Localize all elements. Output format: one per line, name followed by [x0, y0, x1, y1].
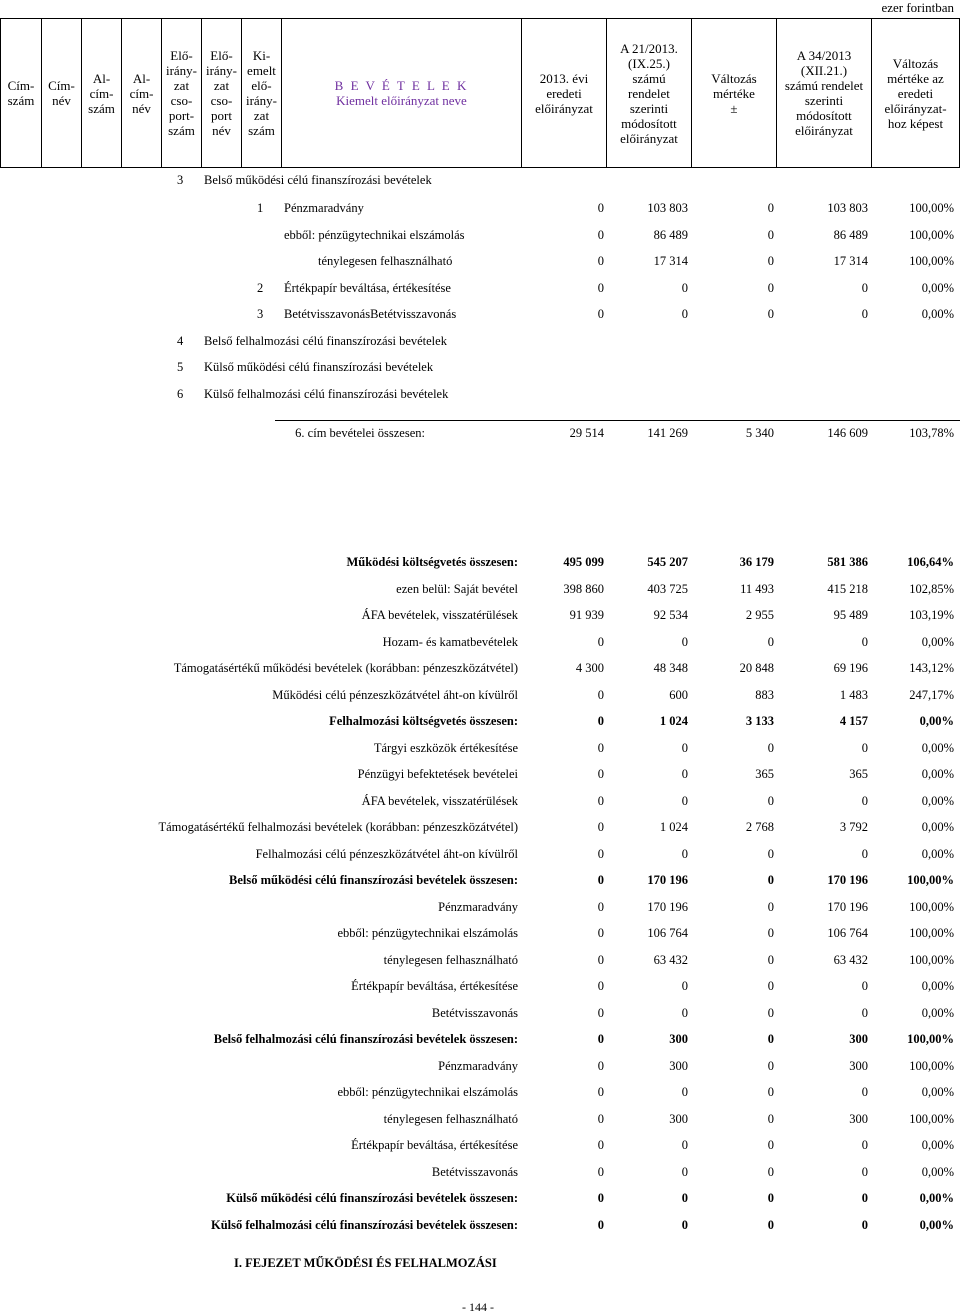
row-value: 0 [597, 228, 604, 242]
row-label: ebből: pénzügytechnikai elszámolás [284, 228, 465, 242]
summary-value: 0 [767, 793, 774, 808]
row-value: 86 489 [833, 228, 868, 242]
summary-value: 170 196 [647, 873, 688, 887]
row-value: 103 803 [647, 201, 688, 215]
table-row [0, 199, 960, 219]
summary-label: Betétvisszavonás [431, 1005, 518, 1020]
row-value: 0 [767, 281, 774, 295]
summary-value: 0,00% [919, 1191, 954, 1205]
summary-value: 403 725 [647, 581, 688, 596]
summary-value: 102,85% [909, 581, 954, 596]
summary-value: 600 [669, 687, 688, 702]
summary-value: 0 [597, 687, 604, 702]
summary-value: 0,00% [921, 820, 954, 834]
summary-label: Pénzmaradvány [438, 899, 518, 914]
summary-value: 415 218 [827, 581, 868, 596]
summary-value: 0,00% [919, 714, 954, 728]
row-value: 0 [767, 201, 774, 215]
summary-value: 300 [849, 1058, 868, 1073]
cim-total-row [0, 424, 960, 444]
summary-label: ebből: pénzügytechnikai elszámolás [337, 926, 518, 940]
cim-total-v3: 146 609 [827, 426, 868, 440]
summary-value: 0 [597, 952, 604, 967]
summary-label: Működési költségvetés összesen: [346, 555, 518, 569]
row-value: 0 [681, 307, 688, 321]
summary-row [0, 765, 960, 785]
summary-row [0, 659, 960, 679]
row-value: 100,00% [909, 201, 954, 215]
table-row [0, 332, 960, 352]
row-value: 103 803 [827, 201, 868, 215]
table-row [0, 252, 960, 272]
summary-value: 0,00% [921, 1164, 954, 1179]
summary-row [0, 845, 960, 865]
summary-value: 0 [767, 1032, 774, 1046]
table-row [0, 305, 960, 325]
summary-value: 0,00% [921, 1085, 954, 1099]
summary-value: 0 [597, 979, 604, 993]
summary-row [0, 712, 960, 732]
summary-label: ezen belül: Saját bevétel [396, 581, 518, 596]
summary-row [0, 1057, 960, 1077]
header-bevetelek-sub: Kiemelt előirányzat neve [336, 93, 467, 108]
table-row [0, 385, 960, 405]
cim-total-v0: 29 514 [569, 426, 604, 440]
row-label: Értékpapír beváltása, értékesítése [284, 281, 451, 295]
summary-value: 36 179 [739, 555, 774, 569]
summary-row [0, 871, 960, 891]
summary-value: 143,12% [909, 661, 954, 675]
summary-value: 0,00% [921, 979, 954, 993]
summary-row [0, 580, 960, 600]
row-label: Belső működési célú finanszírozási bevételek [204, 173, 432, 187]
row-label: Külső felhalmozási célú finanszírozási bevételek [204, 387, 449, 401]
row-value: 17 314 [653, 254, 688, 268]
summary-value: 0 [767, 1138, 774, 1152]
summary-value: 0 [597, 873, 604, 887]
summary-value: 63 432 [653, 952, 688, 967]
summary-value: 0 [767, 1164, 774, 1179]
summary-value: 300 [669, 1032, 688, 1046]
summary-row [0, 1189, 960, 1209]
summary-label: ténylegesen felhasználható [383, 952, 518, 967]
header-bevetelek [281, 19, 521, 167]
summary-value: 100,00% [909, 1111, 954, 1126]
summary-label: Felhalmozási célú pénzeszközátvétel áht-on kívülről [255, 846, 518, 861]
summary-value: 0 [767, 634, 774, 649]
summary-value: 100,00% [907, 1032, 954, 1046]
summary-value: 0 [681, 1217, 688, 1232]
summary-value: 1 483 [839, 687, 868, 702]
row-value: 0 [767, 254, 774, 268]
row-code: 3 [257, 307, 264, 321]
row-value: 0 [597, 307, 604, 321]
summary-value: 0 [597, 1005, 604, 1020]
header-modositott-1: A 21/2013. (IX.25.) számú rendelet szerinti módosított előirányzat [606, 19, 691, 167]
summary-value: 0 [861, 1217, 868, 1232]
summary-value: 3 792 [839, 820, 868, 834]
summary-value: 0 [597, 1111, 604, 1126]
summary-value: 300 [669, 1058, 688, 1073]
summary-row [0, 898, 960, 918]
summary-row [0, 818, 960, 838]
summary-value: 0 [681, 1005, 688, 1020]
row-value: 0 [767, 307, 774, 321]
summary-row [0, 1136, 960, 1156]
summary-value: 0,00% [921, 634, 954, 649]
row-label: Külső működési célú finanszírozási bevételek [204, 360, 434, 374]
header-cimnev: Cím- név [41, 19, 81, 167]
summary-value: 300 [849, 1032, 868, 1046]
summary-row [0, 739, 960, 759]
summary-label: Tárgyi eszközök értékesítése [373, 740, 518, 755]
summary-row [0, 1083, 960, 1103]
row-value: 0 [597, 201, 604, 215]
summary-row [0, 951, 960, 971]
summary-row [0, 1163, 960, 1183]
summary-value: 0 [681, 1138, 688, 1152]
summary-value: 0 [597, 634, 604, 649]
summary-label: ÁFA bevételek, visszatérülések [361, 608, 518, 622]
total-divider [275, 420, 960, 421]
row-value: 0 [681, 281, 688, 295]
summary-value: 365 [849, 767, 868, 781]
summary-value: 0,00% [921, 846, 954, 861]
summary-value: 0 [861, 1138, 868, 1152]
summary-value: 4 300 [575, 661, 604, 675]
summary-value: 0 [767, 740, 774, 755]
summary-value: 2 768 [745, 820, 774, 834]
summary-row [0, 792, 960, 812]
summary-value: 106 764 [827, 926, 868, 940]
summary-label: Működési célú pénzeszközátvétel áht-on kívülről [272, 687, 518, 702]
summary-value: 0 [861, 1164, 868, 1179]
cim-total-v2: 5 340 [745, 426, 774, 440]
row-value: 100,00% [909, 228, 954, 242]
summary-value: 4 157 [839, 714, 868, 728]
summary-value: 0 [861, 1191, 868, 1205]
header-alcimnev: Al- cím- név [121, 19, 161, 167]
summary-label: Pénzügyi befektetések bevételei [357, 767, 518, 781]
summary-value: 300 [849, 1111, 868, 1126]
chapter-title: I. FEJEZET MŰKÖDÉSI ÉS FELHALMOZÁSI [234, 1256, 497, 1270]
row-value: 17 314 [833, 254, 868, 268]
summary-value: 0 [597, 1085, 604, 1099]
summary-value: 103,19% [909, 608, 954, 622]
summary-label: Külső működési célú finanszírozási bevételek összesen: [226, 1191, 518, 1205]
summary-value: 0 [597, 1217, 604, 1232]
row-label: Belső felhalmozási célú finanszírozási bevételek [204, 334, 447, 348]
summary-value: 0 [681, 846, 688, 861]
summary-label: Hozam- és kamatbevételek [382, 634, 518, 649]
summary-value: 0 [861, 979, 868, 993]
summary-value: 0,00% [921, 740, 954, 755]
summary-row [0, 1004, 960, 1024]
summary-row [0, 606, 960, 626]
header-cimszam: Cím- szám [7, 78, 35, 108]
summary-label: Pénzmaradvány [438, 1058, 518, 1073]
summary-value: 0 [597, 793, 604, 808]
table-row [0, 358, 960, 378]
row-code: 5 [177, 360, 184, 374]
summary-value: 0 [681, 740, 688, 755]
summary-value: 0 [767, 1085, 774, 1099]
summary-value: 48 348 [653, 661, 688, 675]
cim-total-v4: 103,78% [909, 426, 954, 440]
row-value: 0,00% [921, 307, 954, 321]
summary-label: Külső felhalmozási célú finanszírozási bevételek összesen: [210, 1217, 518, 1232]
summary-value: 0 [597, 1138, 604, 1152]
summary-value: 0 [681, 979, 688, 993]
summary-value: 0 [767, 1058, 774, 1073]
summary-value: 0,00% [921, 1005, 954, 1020]
row-value: 0 [767, 228, 774, 242]
summary-value: 0 [767, 846, 774, 861]
summary-value: 0 [681, 793, 688, 808]
summary-label: Támogatásértékű működési bevételek (korábban: pénzeszközátvétel) [173, 661, 518, 675]
summary-label: Értékpapír beváltása, értékesítése [351, 979, 518, 993]
header-kiemelt-szam: Ki- emelt elő- irány- zat szám [241, 19, 281, 167]
summary-value: 0 [767, 1005, 774, 1020]
summary-value: 0 [861, 846, 868, 861]
summary-value: 100,00% [909, 899, 954, 914]
summary-row [0, 1110, 960, 1130]
row-code: 2 [257, 281, 264, 295]
row-label: Pénzmaradvány [284, 201, 364, 215]
summary-value: 0 [597, 1164, 604, 1179]
summary-value: 0 [767, 979, 774, 993]
summary-value: 69 196 [833, 661, 868, 675]
summary-value: 0 [681, 767, 688, 781]
summary-label: Belső működési célú finanszírozási bevételek összesen: [229, 873, 518, 887]
row-value: 0,00% [921, 281, 954, 295]
table-row [0, 226, 960, 246]
summary-value: 170 196 [827, 899, 868, 914]
header-modositott-2: A 34/2013 (XII.21.) számú rendelet szerinti módosított előirányzat [776, 19, 871, 167]
summary-value: 0,00% [921, 767, 954, 781]
summary-value: 2 955 [745, 608, 774, 622]
row-value: 0 [861, 307, 868, 321]
summary-value: 106,64% [907, 555, 954, 569]
summary-value: 91 939 [569, 608, 604, 622]
summary-value: 100,00% [909, 926, 954, 940]
summary-value: 581 386 [827, 555, 868, 569]
summary-value: 0,00% [921, 1138, 954, 1152]
summary-value: 170 196 [827, 873, 868, 887]
summary-label: ÁFA bevételek, visszatérülések [361, 793, 518, 808]
row-value: 100,00% [909, 254, 954, 268]
unit-label: ezer forintban [881, 0, 954, 15]
summary-value: 0,00% [919, 1217, 954, 1232]
summary-value: 100,00% [909, 1058, 954, 1073]
summary-value: 0 [597, 846, 604, 861]
summary-value: 0 [861, 1005, 868, 1020]
row-label: BetétvisszavonásBetétvisszavonás [284, 307, 457, 321]
row-code: 3 [177, 173, 184, 187]
summary-value: 92 534 [653, 608, 688, 622]
summary-value: 0 [597, 899, 604, 914]
summary-value: 95 489 [833, 608, 868, 622]
row-code: 6 [177, 387, 184, 401]
header-csoport-nev: Elő- irány- zat cso- port név [201, 19, 241, 167]
summary-value: 20 848 [739, 661, 774, 675]
summary-value: 11 493 [740, 581, 774, 596]
summary-label: Belső felhalmozási célú finanszírozási bevételek összesen: [213, 1032, 518, 1046]
summary-value: 300 [669, 1111, 688, 1126]
summary-label: ebből: pénzügytechnikai elszámolás [337, 1085, 518, 1099]
cim-total-v1: 141 269 [647, 426, 688, 440]
summary-row [0, 633, 960, 653]
page-number: - 144 - [462, 1300, 494, 1311]
summary-value: 100,00% [909, 952, 954, 967]
summary-value: 0,00% [921, 793, 954, 808]
summary-value: 0 [681, 634, 688, 649]
summary-value: 398 860 [563, 581, 604, 596]
summary-value: 545 207 [647, 555, 688, 569]
header-valtozas: Változás mértéke ± [691, 19, 776, 167]
summary-label: ténylegesen felhasználható [383, 1111, 518, 1126]
summary-value: 0 [767, 1111, 774, 1126]
cim-total-label: 6. cím bevételei összesen: [295, 426, 425, 440]
summary-row [0, 1216, 960, 1236]
summary-value: 1 024 [659, 820, 688, 834]
summary-value: 170 196 [647, 899, 688, 914]
summary-value: 0 [767, 1217, 774, 1232]
summary-value: 0 [861, 740, 868, 755]
table-row [0, 171, 960, 191]
summary-value: 1 024 [659, 714, 688, 728]
summary-value: 0 [681, 1191, 688, 1205]
header-alcimszam: Al- cím- szám [81, 19, 121, 167]
summary-value: 100,00% [907, 873, 954, 887]
summary-label: Betétvisszavonás [431, 1164, 518, 1179]
summary-value: 0 [767, 899, 774, 914]
summary-row [0, 924, 960, 944]
summary-value: 3 133 [745, 714, 774, 728]
row-code: 4 [177, 334, 184, 348]
row-value: 0 [597, 254, 604, 268]
summary-value: 0 [597, 1032, 604, 1046]
summary-row [0, 977, 960, 997]
summary-row [0, 553, 960, 573]
summary-value: 495 099 [563, 555, 604, 569]
summary-value: 0 [597, 767, 604, 781]
summary-value: 0 [597, 820, 604, 834]
summary-value: 0 [861, 634, 868, 649]
summary-value: 0 [767, 873, 774, 887]
summary-value: 0 [597, 926, 604, 940]
row-value: 0 [861, 281, 868, 295]
summary-row [0, 686, 960, 706]
row-value: 0 [597, 281, 604, 295]
summary-value: 63 432 [833, 952, 868, 967]
summary-label: Felhalmozási költségvetés összesen: [329, 714, 518, 728]
summary-value: 0 [861, 1085, 868, 1099]
summary-value: 0 [597, 1191, 604, 1205]
summary-value: 0 [597, 1058, 604, 1073]
summary-value: 0 [861, 793, 868, 808]
summary-row [0, 1030, 960, 1050]
table-row [0, 279, 960, 299]
summary-value: 247,17% [909, 687, 954, 702]
summary-value: 0 [597, 714, 604, 728]
summary-value: 365 [755, 767, 774, 781]
summary-value: 0 [767, 952, 774, 967]
summary-value: 0 [681, 1085, 688, 1099]
row-value: 86 489 [653, 228, 688, 242]
summary-value: 0 [681, 1164, 688, 1179]
summary-value: 883 [755, 687, 774, 702]
header-csoport-szam: Elő- irány- zat cso- port- szám [161, 19, 201, 167]
summary-label: Értékpapír beváltása, értékesítése [351, 1138, 518, 1152]
row-code: 1 [257, 201, 264, 215]
header-valtozas-merteke: Változás mértéke az eredeti előirányzat- hoz képest [871, 19, 959, 167]
table-header [0, 18, 960, 168]
summary-label: Támogatásértékű felhalmozási bevételek (korábban: pénzeszközátvétel) [158, 820, 518, 834]
row-label: ténylegesen felhasználható [318, 254, 453, 268]
summary-value: 0 [597, 740, 604, 755]
summary-value: 0 [767, 1191, 774, 1205]
summary-value: 0 [767, 926, 774, 940]
header-bevetelek-title: B E V É T E L E K [334, 78, 469, 93]
header-eredeti: 2013. évi eredeti előirányzat [521, 19, 606, 167]
summary-value: 106 764 [647, 926, 688, 940]
